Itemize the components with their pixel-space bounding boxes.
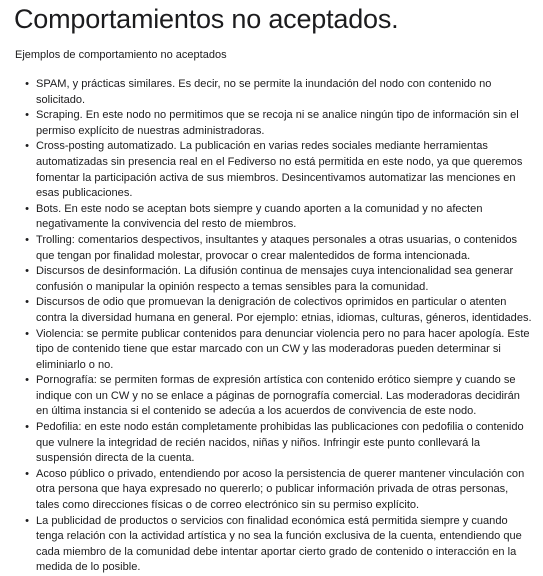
bullet-icon: • <box>25 374 29 387</box>
bullet-icon: • <box>25 109 29 122</box>
rule-item <box>25 233 533 264</box>
rules-list <box>14 77 543 576</box>
rule-item <box>25 264 533 295</box>
rule-item <box>25 373 533 420</box>
bullet-icon: • <box>25 78 29 90</box>
rule-item <box>25 295 533 326</box>
rule-item <box>25 420 533 467</box>
page-subtitle: Ejemplos de comportamiento no aceptados <box>15 49 227 61</box>
rule-text: Cross-posting automatizado. La publicación en varias redes sociales mediante herramientas automatizadas sin presencia real en el Fediverso no está permitida en este nodo, ya que queremos fomentar la participación activa de sus miembros. Desincentivamos automatizar las menciones en esas publicaciones. <box>36 140 523 200</box>
rule-item <box>25 77 533 108</box>
bullet-icon: • <box>25 296 29 309</box>
rule-text: Discursos de desinformación. La difusión continua de mensajes cuya intencionalidad sea generar confusión o manipular la opinión respecto a temas sensibles para la comunidad. <box>36 265 514 293</box>
rule-text: SPAM, y prácticas similares. Es decir, no se permite la inundación del nodo con contenido no solicitado. <box>36 78 492 106</box>
rule-text: La publicidad de productos o servicios con finalidad económica está permitida siempre y cuando tenga relación con la actividad artística y no sea la función exclusiva de la cuenta, entendiendo que cada miembro de la comunidad debe intentar aportar cierto grado de contenido o interacción en la medida de lo posible. <box>36 514 522 574</box>
rule-text: Acoso público o privado, entendiendo por acoso la persistencia de querer mantener vinculación con otra persona que haya expresado no quererlo; o publicar información privada de otras personas, tales como direcciones físicas o de correo electrónico sin su permiso explícito. <box>36 467 525 512</box>
rule-text: Trolling: comentarios despectivos, insultantes y ataques personales a otras usuarias, o contenidos que tengan por finalidad molestar, provocar o crear malentedidos de forma intencionada. <box>36 233 518 262</box>
rule-text: Pornografía: se permiten formas de expresión artística con contenido erótico siempre y cuando se indique con un CW y no se enlace a páginas de pornografía comercial. Las moderadoras decidirán en última instancia si el contenido se adecúa a los acuerdos de convivencia de este nodo. <box>36 374 520 418</box>
rule-item <box>25 467 533 514</box>
rule-item <box>25 108 533 139</box>
page-title: Comportamientos no aceptados. <box>14 4 399 34</box>
rule-text: Scraping. En este nodo no permitimos que se recoja ni se analice ningún tipo de información sin el permiso explícito de nuestras administradoras. <box>36 109 519 137</box>
rule-item <box>25 327 533 374</box>
rule-item <box>25 139 533 201</box>
rule-text: Discursos de odio que promuevan la denigración de colectivos oprimidos en particular o atenten contra la diversidad humana en general. Por ejemplo: etnias, idiomas, culturas, géneros, identidades. <box>36 296 532 324</box>
bullet-icon: • <box>25 421 29 434</box>
rule-item <box>25 202 533 233</box>
rule-item <box>25 514 533 576</box>
bullet-icon: • <box>25 202 29 215</box>
rule-text: Pedofilia: en este nodo están completamente prohibidas las publicaciones con pedofilia o contenido que vulnere la integridad de recién nacidos, niñas y niños. Infringir este punto conllevará la suspensión directa de la cuenta. <box>36 421 524 465</box>
bullet-icon: • <box>25 514 29 527</box>
bullet-icon: • <box>25 233 29 246</box>
bullet-icon: • <box>25 327 29 340</box>
bullet-icon: • <box>25 140 29 153</box>
bullet-icon: • <box>25 265 29 278</box>
rule-text: Bots. En este nodo se aceptan bots siempre y cuando aporten a la comunidad y no afecten negativamente la convivencia del resto de miembros. <box>36 202 483 231</box>
rule-text: Violencia: se permite publicar contenidos para denunciar violencia pero no para hacer apología. Este tipo de contenido tiene que estar marcado con un CW y las moderadoras pueden determinar si eliminiarlo o no. <box>36 327 530 371</box>
bullet-icon: • <box>25 467 29 480</box>
